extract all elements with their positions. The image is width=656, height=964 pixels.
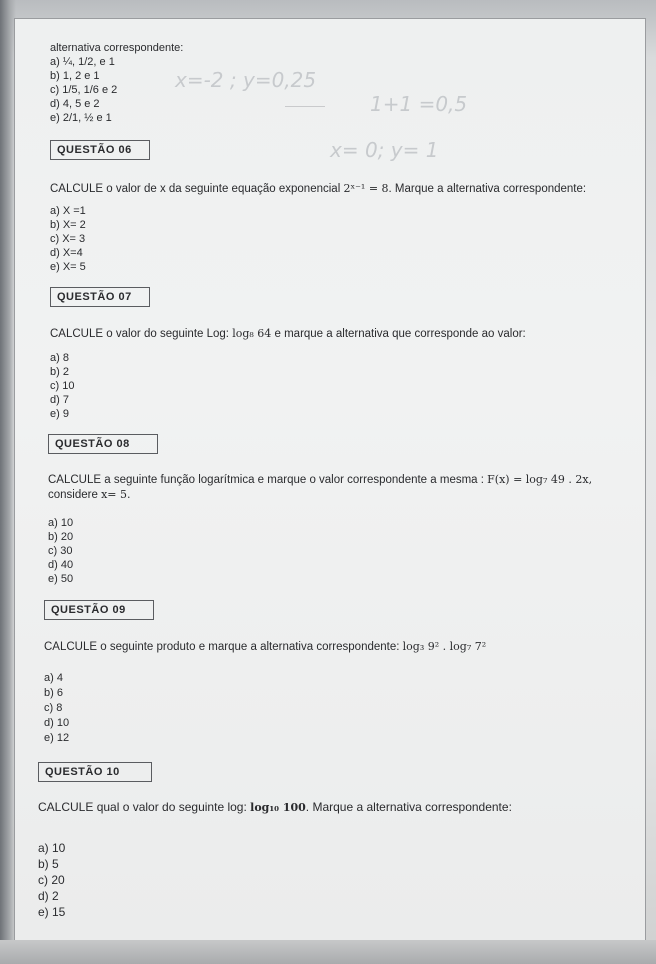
- question-06-option-b: b) X= 2: [50, 219, 86, 231]
- question-10-option-a: a) 10: [38, 841, 66, 855]
- question-09-product: log₃ 9² . log₇ 7²: [402, 640, 487, 653]
- question-07-label: QUESTÃO 07: [50, 287, 150, 307]
- question-07-option-b: b) 2: [50, 366, 69, 378]
- question-07-expression: log₈ 64: [232, 327, 272, 340]
- question-08-statement-line2: [48, 488, 131, 501]
- question-10-statement: [38, 800, 512, 814]
- question-07-option-a: a) 8: [50, 352, 69, 364]
- question-06-equation: 2ˣ⁻¹ = 8: [343, 182, 389, 195]
- question-06-statement: [50, 182, 586, 195]
- question-10-expression: log₁₀ 100: [250, 801, 306, 814]
- question-10-option-d: d) 2: [38, 889, 59, 903]
- handwriting-note-2: 1+1 =0,5: [370, 92, 468, 116]
- question-08-text: CALCULE a seguinte função logarítmica e marque o valor correspondente a mesma :: [48, 474, 484, 486]
- question-09-label: QUESTÃO 09: [44, 600, 154, 620]
- intro-option-e: e) 2/1, ½ e 1: [50, 112, 112, 124]
- intro-option-b: b) 1, 2 e 1: [50, 70, 100, 82]
- question-09-option-b: b) 6: [44, 687, 63, 699]
- question-06-label: QUESTÃO 06: [50, 140, 150, 160]
- handwriting-note-1: x=-2 ; y=0,25: [175, 68, 317, 92]
- question-10-text: CALCULE qual o valor do seguinte log:: [38, 800, 247, 814]
- question-07-text: CALCULE o valor do seguinte Log:: [50, 328, 229, 340]
- handwriting-note-3: x= 0; y= 1: [330, 138, 439, 162]
- question-06-text-after: . Marque a alternativa correspondente:: [388, 183, 587, 195]
- question-08-option-a: a) 10: [48, 517, 74, 529]
- question-08-statement: [48, 473, 592, 486]
- question-08-option-c: c) 30: [48, 545, 73, 557]
- question-08-option-d: d) 40: [48, 559, 74, 571]
- question-10-label: QUESTÃO 10: [38, 762, 152, 782]
- question-09-option-d: d) 10: [44, 717, 70, 729]
- question-06-option-c: c) X= 3: [50, 233, 86, 245]
- question-06-option-d: d) X=4: [50, 247, 83, 259]
- question-09-option-a: a) 4: [44, 672, 63, 684]
- intro-option-a: a) ¼, 1/2, e 1: [50, 56, 115, 68]
- intro-text: alternativa correspondente:: [50, 42, 184, 54]
- intro-option-d: d) 4, 5 e 2: [50, 98, 100, 110]
- question-06-option-a: a) X =1: [50, 205, 86, 217]
- question-09-text: CALCULE o seguinte produto e marque a alternativa correspondente:: [44, 641, 400, 653]
- table-surface: [0, 940, 656, 964]
- question-08-label: QUESTÃO 08: [48, 434, 158, 454]
- question-10-option-b: b) 5: [38, 857, 59, 871]
- question-09-statement: [44, 640, 486, 653]
- question-09-option-c: c) 8: [44, 702, 63, 714]
- question-10-option-c: c) 20: [38, 873, 65, 887]
- question-07-text-after: e marque a alternativa que corresponde ao valor:: [274, 328, 526, 340]
- question-10-text-after: . Marque a alternativa correspondente:: [305, 800, 512, 814]
- question-07-statement: [50, 327, 526, 340]
- question-08-x-value: x= 5.: [101, 488, 131, 501]
- question-09-option-e: e) 12: [44, 732, 70, 744]
- handwriting-stroke: [285, 106, 325, 107]
- question-10-option-e: e) 15: [38, 905, 66, 919]
- question-07-option-d: d) 7: [50, 394, 69, 406]
- question-06-option-e: e) X= 5: [50, 261, 86, 273]
- question-06-text: CALCULE o valor de x da seguinte equação exponencial: [50, 183, 341, 195]
- question-08-function: F(x) = log₇ 49 . 2x,: [487, 473, 593, 486]
- question-07-option-c: c) 10: [50, 380, 75, 392]
- question-08-option-e: e) 50: [48, 573, 74, 585]
- question-07-option-e: e) 9: [50, 408, 69, 420]
- question-08-option-b: b) 20: [48, 531, 74, 543]
- question-08-consider: considere: [48, 489, 98, 501]
- intro-option-c: c) 1/5, 1/6 e 2: [50, 84, 118, 96]
